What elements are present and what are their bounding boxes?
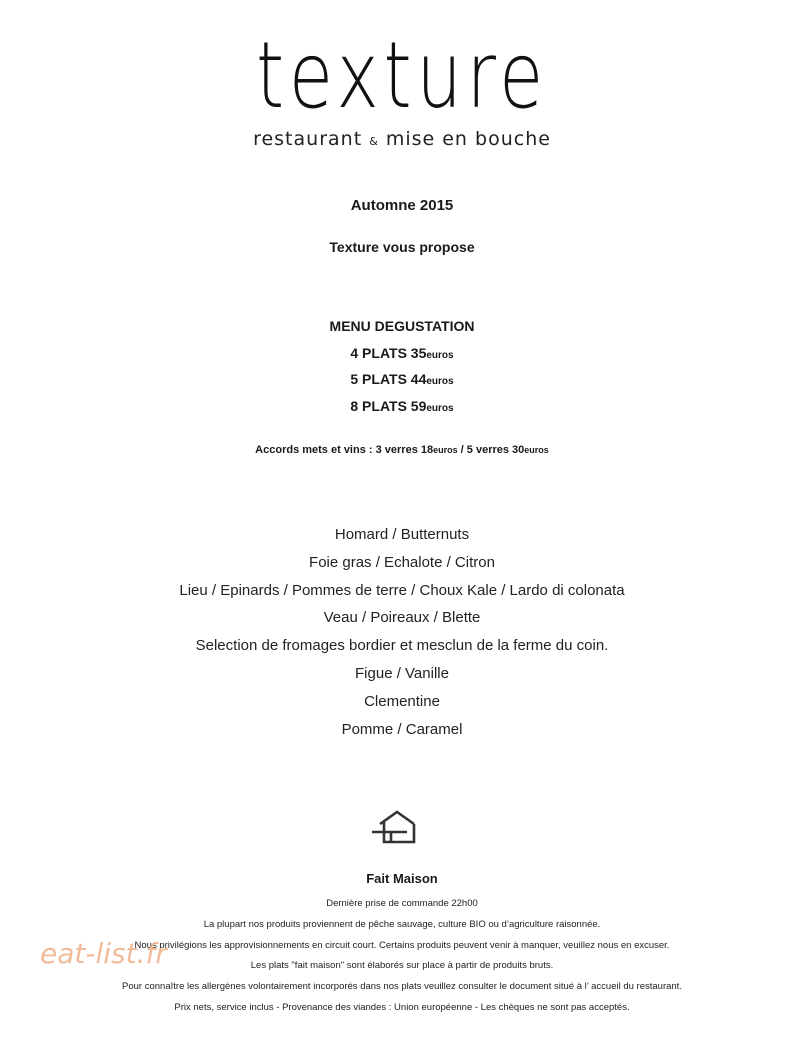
restaurant-logo	[0, 22, 804, 150]
wine-pairing-a: Accords mets et vins : 3 verres 18	[255, 444, 434, 456]
price-unit: euros	[426, 403, 454, 414]
wine-pairing-unit: euros	[524, 445, 549, 455]
footer-line: Pour connaître les allergènes volontairement incorporés dans nos plats veuillez consulter le document situé à l’ accueil du restaurant.	[122, 981, 682, 993]
footer-line: Nous privilégions les approvisionnements en circuit court. Certains produits peuvent venir à manquer, veuillez nous en excuser.	[134, 939, 670, 951]
footer-line: La plupart nos produits proviennent de pêche sauvage, culture BIO ou d’agriculture raisonnée.	[203, 918, 601, 930]
logo-tagline-amp: &	[369, 135, 379, 148]
footer-line: Dernière prise de commande 22h00	[326, 898, 478, 909]
price-line	[0, 398, 804, 414]
house-icon	[370, 808, 420, 853]
price-line	[0, 345, 804, 361]
dish-item: Pomme / Caramel	[341, 720, 463, 738]
dish-item: Clementine	[364, 692, 440, 710]
wine-pairing-b: / 5 verres 30	[457, 444, 525, 456]
dish-item: Figue / Vanille	[355, 664, 449, 682]
footer-line: Prix nets, service inclus - Provenance des viandes : Union européenne - Les chèques ne sont pas acceptés.	[174, 1001, 630, 1013]
dish-list	[0, 521, 804, 743]
watermark: eat-list.fr	[40, 937, 167, 970]
price-unit: euros	[426, 350, 454, 361]
dish-item: Lieu / Epinards / Pommes de terre / Choux Kale / Lardo di colonata	[179, 581, 625, 599]
dish-item: Homard / Butternuts	[334, 526, 470, 543]
price-label: 4 PLATS 35	[350, 345, 427, 361]
price-label: 5 PLATS 44	[350, 371, 427, 387]
price-unit: euros	[426, 376, 454, 387]
dish-item: Veau / Poireaux / Blette	[323, 609, 481, 627]
fait-maison-title: Fait Maison	[366, 871, 438, 886]
wine-pairing-unit: euros	[433, 445, 458, 455]
logo-wordmark: texture	[256, 22, 548, 129]
logo-tagline	[0, 128, 804, 150]
price-label: 8 PLATS 59	[350, 398, 427, 414]
logo-tagline-a: restaurant	[253, 128, 363, 150]
dish-item: Selection de fromages bordier et mesclun de la ferme du coin.	[195, 637, 609, 655]
footer-line: Les plats "fait maison" sont élaborés sur place à partir de produits bruts.	[250, 960, 554, 972]
menu-title: MENU DEGUSTATION	[329, 318, 475, 334]
dish-item: Foie gras / Echalote / Citron	[309, 553, 495, 571]
price-line	[0, 371, 804, 387]
wine-pairing	[0, 444, 804, 456]
logo-tagline-b: mise en bouche	[385, 128, 551, 150]
season-title: Automne 2015	[350, 197, 454, 214]
intro-text: Texture vous propose	[329, 239, 475, 255]
